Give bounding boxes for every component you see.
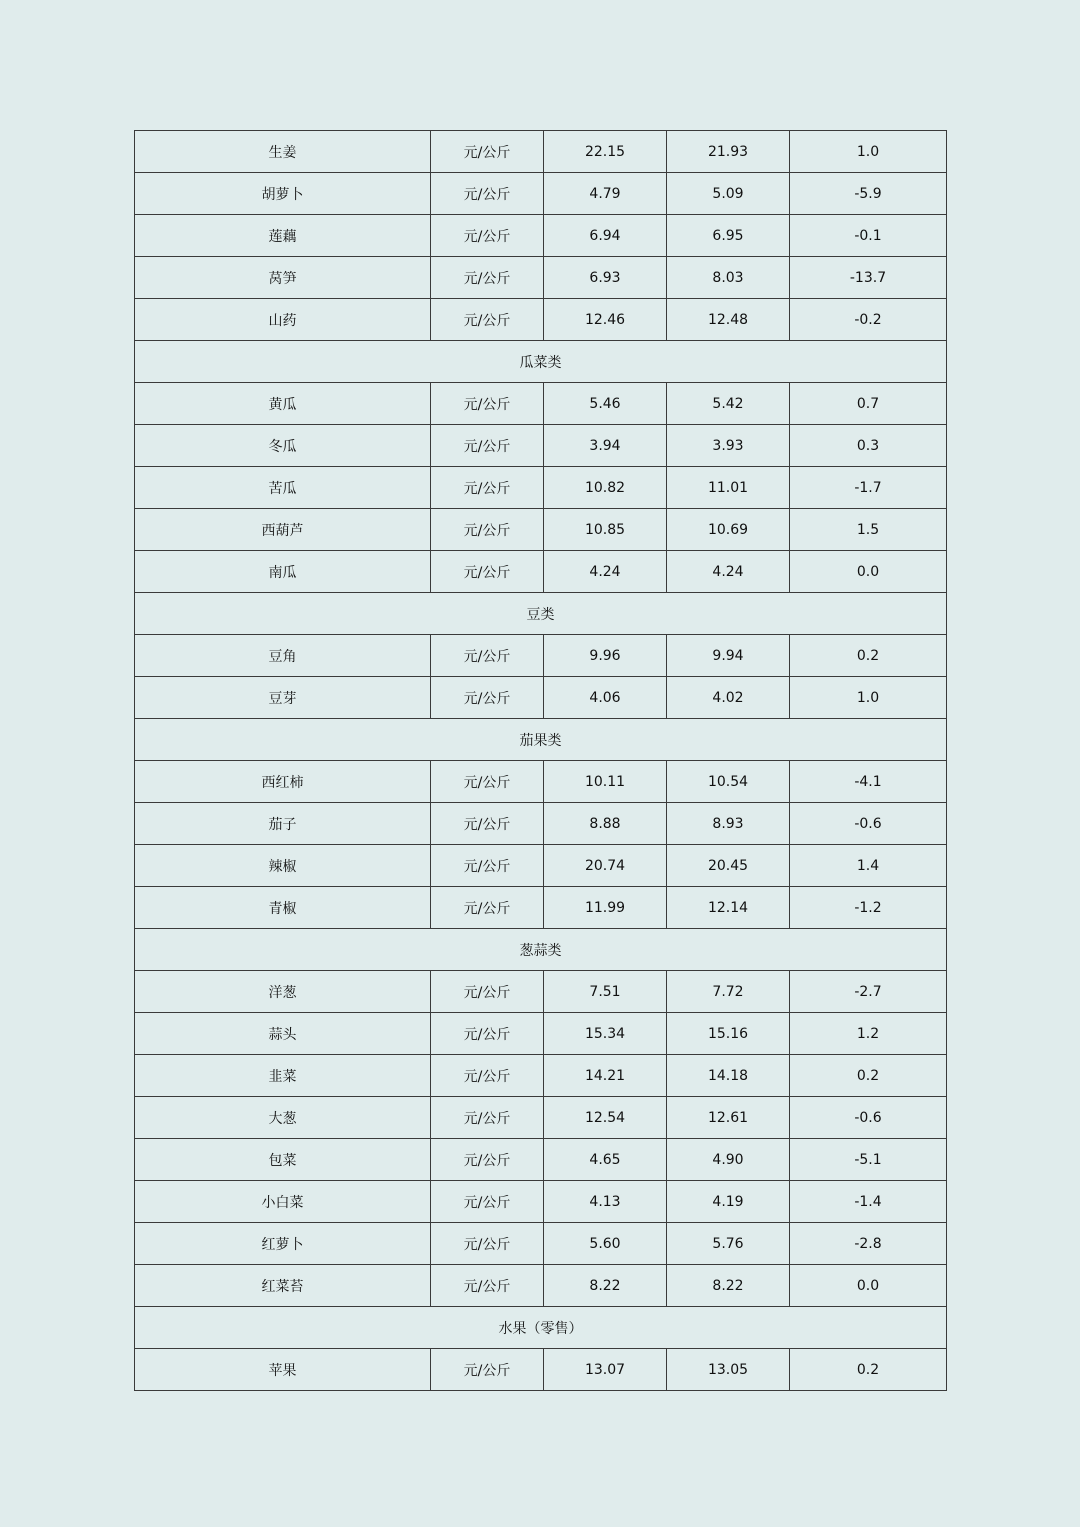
change-percent-cell: -5.9 (790, 173, 947, 215)
table-row (135, 971, 947, 1013)
change-percent-cell: -1.4 (790, 1181, 947, 1223)
table-row (135, 383, 947, 425)
previous-price-cell: 13.05 (667, 1349, 790, 1391)
current-price-cell: 6.94 (544, 215, 667, 257)
table-row (135, 131, 947, 173)
item-name-cell: 西葫芦 (135, 509, 431, 551)
previous-price-cell: 4.19 (667, 1181, 790, 1223)
category-row (135, 719, 947, 761)
unit-cell: 元/公斤 (431, 1349, 544, 1391)
change-percent-cell: -1.7 (790, 467, 947, 509)
previous-price-cell: 8.03 (667, 257, 790, 299)
change-percent-cell: 1.2 (790, 1013, 947, 1055)
table-row (135, 1097, 947, 1139)
table-row (135, 1349, 947, 1391)
unit-cell: 元/公斤 (431, 1139, 544, 1181)
current-price-cell: 10.11 (544, 761, 667, 803)
table-row (135, 467, 947, 509)
table-row (135, 215, 947, 257)
category-row (135, 593, 947, 635)
unit-cell: 元/公斤 (431, 425, 544, 467)
previous-price-cell: 20.45 (667, 845, 790, 887)
previous-price-cell: 4.02 (667, 677, 790, 719)
item-name-cell: 莲藕 (135, 215, 431, 257)
current-price-cell: 4.06 (544, 677, 667, 719)
item-name-cell: 黄瓜 (135, 383, 431, 425)
item-name-cell: 冬瓜 (135, 425, 431, 467)
change-percent-cell: 1.4 (790, 845, 947, 887)
previous-price-cell: 14.18 (667, 1055, 790, 1097)
unit-cell: 元/公斤 (431, 1013, 544, 1055)
previous-price-cell: 8.93 (667, 803, 790, 845)
item-name-cell: 红萝卜 (135, 1223, 431, 1265)
table-row (135, 1013, 947, 1055)
current-price-cell: 5.46 (544, 383, 667, 425)
item-name-cell: 莴笋 (135, 257, 431, 299)
previous-price-cell: 10.54 (667, 761, 790, 803)
table-row (135, 803, 947, 845)
previous-price-cell: 12.61 (667, 1097, 790, 1139)
item-name-cell: 南瓜 (135, 551, 431, 593)
item-name-cell: 西红柿 (135, 761, 431, 803)
table-row (135, 551, 947, 593)
change-percent-cell: 0.3 (790, 425, 947, 467)
current-price-cell: 4.79 (544, 173, 667, 215)
current-price-cell: 5.60 (544, 1223, 667, 1265)
current-price-cell: 12.54 (544, 1097, 667, 1139)
unit-cell: 元/公斤 (431, 299, 544, 341)
category-label: 豆类 (135, 593, 947, 635)
current-price-cell: 7.51 (544, 971, 667, 1013)
previous-price-cell: 9.94 (667, 635, 790, 677)
change-percent-cell: 0.2 (790, 1349, 947, 1391)
item-name-cell: 青椒 (135, 887, 431, 929)
previous-price-cell: 15.16 (667, 1013, 790, 1055)
change-percent-cell: -4.1 (790, 761, 947, 803)
unit-cell: 元/公斤 (431, 845, 544, 887)
change-percent-cell: 0.2 (790, 635, 947, 677)
current-price-cell: 8.88 (544, 803, 667, 845)
change-percent-cell: -2.8 (790, 1223, 947, 1265)
change-percent-cell: -2.7 (790, 971, 947, 1013)
previous-price-cell: 8.22 (667, 1265, 790, 1307)
table-row (135, 845, 947, 887)
item-name-cell: 生姜 (135, 131, 431, 173)
change-percent-cell: -0.6 (790, 803, 947, 845)
unit-cell: 元/公斤 (431, 257, 544, 299)
item-name-cell: 辣椒 (135, 845, 431, 887)
price-table (134, 130, 947, 1391)
item-name-cell: 苹果 (135, 1349, 431, 1391)
previous-price-cell: 7.72 (667, 971, 790, 1013)
current-price-cell: 11.99 (544, 887, 667, 929)
current-price-cell: 4.65 (544, 1139, 667, 1181)
previous-price-cell: 5.76 (667, 1223, 790, 1265)
previous-price-cell: 12.48 (667, 299, 790, 341)
unit-cell: 元/公斤 (431, 1097, 544, 1139)
category-label: 茄果类 (135, 719, 947, 761)
item-name-cell: 蒜头 (135, 1013, 431, 1055)
item-name-cell: 山药 (135, 299, 431, 341)
item-name-cell: 豆芽 (135, 677, 431, 719)
change-percent-cell: -1.2 (790, 887, 947, 929)
previous-price-cell: 10.69 (667, 509, 790, 551)
unit-cell: 元/公斤 (431, 1181, 544, 1223)
unit-cell: 元/公斤 (431, 803, 544, 845)
table-row (135, 1223, 947, 1265)
table-row (135, 299, 947, 341)
table-row (135, 425, 947, 467)
item-name-cell: 包菜 (135, 1139, 431, 1181)
change-percent-cell: 0.2 (790, 1055, 947, 1097)
change-percent-cell: -0.2 (790, 299, 947, 341)
change-percent-cell: 0.0 (790, 551, 947, 593)
table-row (135, 761, 947, 803)
previous-price-cell: 4.24 (667, 551, 790, 593)
table-row (135, 173, 947, 215)
change-percent-cell: 1.5 (790, 509, 947, 551)
unit-cell: 元/公斤 (431, 383, 544, 425)
unit-cell: 元/公斤 (431, 887, 544, 929)
table-row (135, 1181, 947, 1223)
category-row (135, 1307, 947, 1349)
unit-cell: 元/公斤 (431, 761, 544, 803)
unit-cell: 元/公斤 (431, 467, 544, 509)
change-percent-cell: -0.1 (790, 215, 947, 257)
previous-price-cell: 5.09 (667, 173, 790, 215)
unit-cell: 元/公斤 (431, 131, 544, 173)
item-name-cell: 茄子 (135, 803, 431, 845)
table-row (135, 887, 947, 929)
previous-price-cell: 4.90 (667, 1139, 790, 1181)
unit-cell: 元/公斤 (431, 1055, 544, 1097)
item-name-cell: 韭菜 (135, 1055, 431, 1097)
previous-price-cell: 6.95 (667, 215, 790, 257)
unit-cell: 元/公斤 (431, 551, 544, 593)
category-row (135, 341, 947, 383)
item-name-cell: 红菜苔 (135, 1265, 431, 1307)
current-price-cell: 6.93 (544, 257, 667, 299)
item-name-cell: 小白菜 (135, 1181, 431, 1223)
unit-cell: 元/公斤 (431, 971, 544, 1013)
previous-price-cell: 11.01 (667, 467, 790, 509)
unit-cell: 元/公斤 (431, 635, 544, 677)
previous-price-cell: 12.14 (667, 887, 790, 929)
change-percent-cell: -0.6 (790, 1097, 947, 1139)
current-price-cell: 20.74 (544, 845, 667, 887)
table-row (135, 1265, 947, 1307)
change-percent-cell: -13.7 (790, 257, 947, 299)
unit-cell: 元/公斤 (431, 215, 544, 257)
unit-cell: 元/公斤 (431, 1265, 544, 1307)
current-price-cell: 4.24 (544, 551, 667, 593)
table-row (135, 1139, 947, 1181)
table-row (135, 635, 947, 677)
change-percent-cell: 1.0 (790, 677, 947, 719)
unit-cell: 元/公斤 (431, 677, 544, 719)
current-price-cell: 13.07 (544, 1349, 667, 1391)
change-percent-cell: 1.0 (790, 131, 947, 173)
item-name-cell: 大葱 (135, 1097, 431, 1139)
previous-price-cell: 21.93 (667, 131, 790, 173)
category-row (135, 929, 947, 971)
category-label: 瓜菜类 (135, 341, 947, 383)
current-price-cell: 4.13 (544, 1181, 667, 1223)
table-row (135, 1055, 947, 1097)
current-price-cell: 12.46 (544, 299, 667, 341)
change-percent-cell: -5.1 (790, 1139, 947, 1181)
current-price-cell: 9.96 (544, 635, 667, 677)
current-price-cell: 8.22 (544, 1265, 667, 1307)
current-price-cell: 3.94 (544, 425, 667, 467)
category-label: 水果（零售） (135, 1307, 947, 1349)
item-name-cell: 胡萝卜 (135, 173, 431, 215)
previous-price-cell: 5.42 (667, 383, 790, 425)
table-row (135, 509, 947, 551)
item-name-cell: 洋葱 (135, 971, 431, 1013)
current-price-cell: 22.15 (544, 131, 667, 173)
current-price-cell: 10.82 (544, 467, 667, 509)
unit-cell: 元/公斤 (431, 509, 544, 551)
item-name-cell: 苦瓜 (135, 467, 431, 509)
table-row (135, 677, 947, 719)
current-price-cell: 14.21 (544, 1055, 667, 1097)
item-name-cell: 豆角 (135, 635, 431, 677)
change-percent-cell: 0.7 (790, 383, 947, 425)
current-price-cell: 10.85 (544, 509, 667, 551)
unit-cell: 元/公斤 (431, 173, 544, 215)
category-label: 葱蒜类 (135, 929, 947, 971)
previous-price-cell: 3.93 (667, 425, 790, 467)
unit-cell: 元/公斤 (431, 1223, 544, 1265)
table-row (135, 257, 947, 299)
current-price-cell: 15.34 (544, 1013, 667, 1055)
change-percent-cell: 0.0 (790, 1265, 947, 1307)
